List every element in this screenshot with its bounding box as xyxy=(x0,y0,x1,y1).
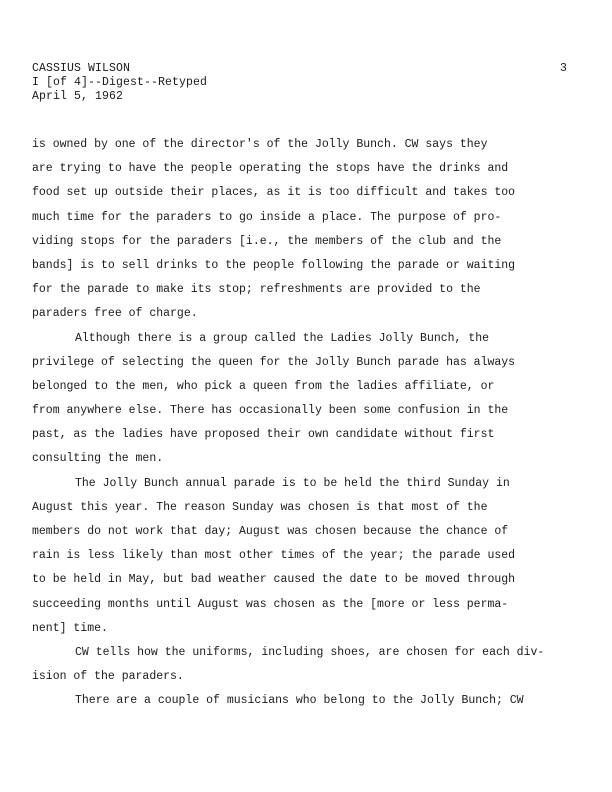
text-line: There are a couple of musicians who belong to the Jolly Bunch; CW xyxy=(75,694,524,708)
document-header xyxy=(32,62,207,104)
interviewee-name: CASSIUS WILSON xyxy=(32,62,131,75)
page-number: 3 xyxy=(560,62,567,75)
text-line: privilege of selecting the queen for the Jolly Bunch parade has always xyxy=(32,355,516,369)
text-line: August this year. The reason Sunday was chosen is that most of the xyxy=(32,500,488,514)
text-line: are trying to have the people operating the stops have the drinks and xyxy=(32,162,509,176)
digest-label: I [of 4]--Digest--Retyped xyxy=(32,76,208,89)
text-line: rain is less likely than most other times of the year; the parade used xyxy=(32,549,516,563)
text-line: past, as the ladies have proposed their own candidate without first xyxy=(32,428,495,442)
body-text xyxy=(32,133,582,714)
text-line: much time for the paraders to go inside a place. The purpose of pro- xyxy=(32,210,502,224)
text-line: paraders free of charge. xyxy=(32,307,198,321)
text-line: viding stops for the paraders [i.e., the members of the club and the xyxy=(32,234,502,248)
text-line: consulting the men. xyxy=(32,452,164,466)
text-line: to be held in May, but bad weather caused the date to be moved through xyxy=(32,573,516,587)
text-line: for the parade to make its stop; refreshments are provided to the xyxy=(32,283,481,297)
text-line: CW tells how the uniforms, including shoes, are chosen for each div- xyxy=(75,645,545,659)
text-line: bands] is to sell drinks to the people following the parade or waiting xyxy=(32,258,516,272)
text-line: Although there is a group called the Ladies Jolly Bunch, the xyxy=(75,331,490,345)
text-line: is owned by one of the director's of the Jolly Bunch. CW says they xyxy=(32,138,488,151)
text-line: succeeding months until August was chosen as the [more or less perma- xyxy=(32,597,509,611)
text-line: food set up outside their places, as it is too difficult and takes too xyxy=(32,186,516,200)
text-line: nent] time. xyxy=(32,621,108,635)
text-line: from anywhere else. There has occasionally been some confusion in the xyxy=(32,404,509,418)
text-line: ision of the paraders. xyxy=(32,670,184,684)
text-line: The Jolly Bunch annual parade is to be held the third Sunday in xyxy=(75,476,510,490)
text-line: members do not work that day; August was chosen because the chance of xyxy=(32,525,509,538)
text-line: belonged to the men, who pick a queen from the ladies affiliate, or xyxy=(32,379,495,393)
interview-date: April 5, 1962 xyxy=(32,90,124,103)
